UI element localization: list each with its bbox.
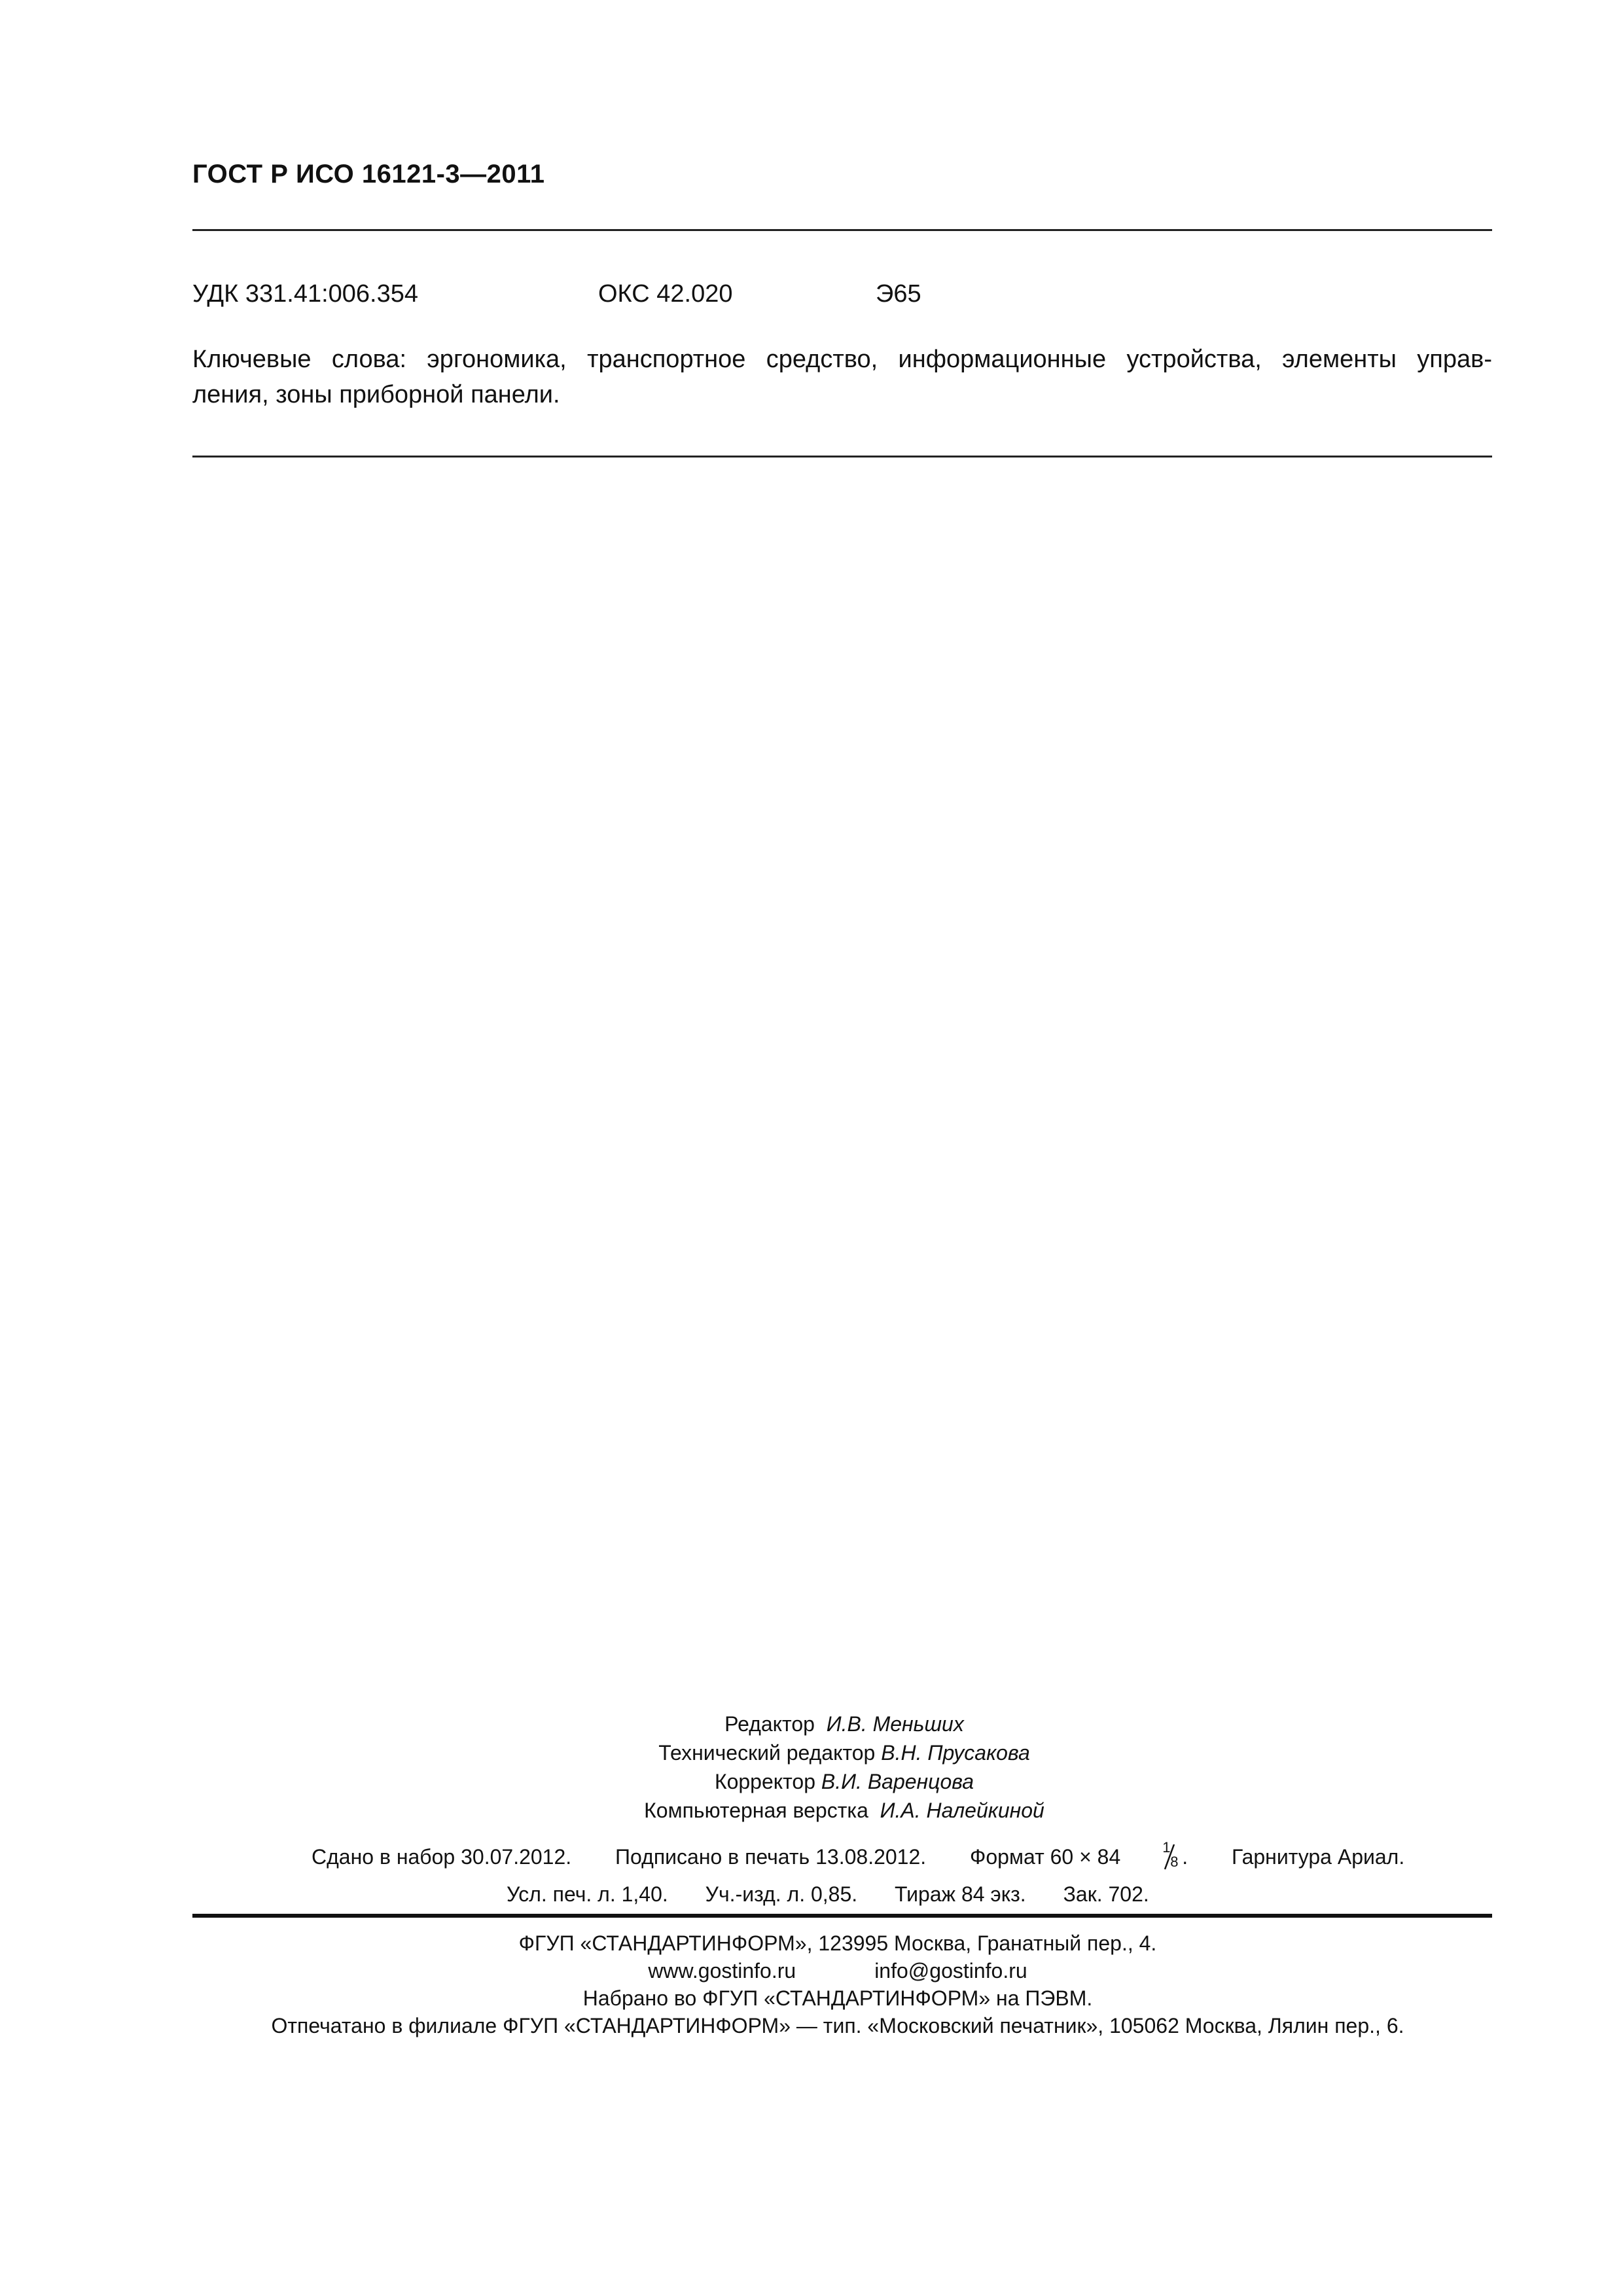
typeset-note: Набрано во ФГУП «СТАНДАРТИНФОРМ» на ПЭВМ. [582,1986,1093,2010]
keywords-line-1: Ключевые слова: эргономика, транспортное средство, информационные устройства, элементы управ- [192,346,1492,373]
signed-date-text: Подписано в печать 13.08.2012. [615,1845,927,1869]
typeface: Гарнитура Ариал. [1232,1845,1405,1869]
publication-line-1 [312,1839,1405,1870]
classification-code: Э65 [876,280,921,308]
oks-code: ОКС 42.020 [598,280,733,308]
header-divider [192,229,1492,231]
format-fraction-numerator: 1 [1162,1839,1171,1856]
keywords-paragraph [192,342,1492,412]
corrector-label: Корректор [714,1770,816,1793]
udk-code: УДК 331.41:006.354 [192,280,419,308]
editor-name: И.В. Меньших [826,1712,964,1736]
corrector-row [609,1767,1080,1796]
publication-line-2 [507,1882,1149,1907]
website-link[interactable]: www.gostinfo.ru [648,1959,796,1982]
email-link[interactable]: info@gostinfo.ru [874,1959,1027,1982]
tech-editor-row [609,1738,1080,1767]
layout-row [609,1796,1080,1825]
printer-address: ФГУП «СТАНДАРТИНФОРМ», 123995 Москва, Гранатный пер., 4. [518,1931,1157,1955]
format-label: Формат 60 × 84 [970,1845,1121,1869]
format-info: Формат 60 × 84 1 8 . [970,1839,1188,1870]
tech-editor-label: Технический редактор [658,1741,876,1765]
format-fraction-denominator: 8 [1170,1854,1179,1870]
signed-date [615,1845,926,1869]
printed-note: Отпечатано в филиале ФГУП «СТАНДАРТИНФОРМ» — тип. «Московский печатник», 105062 Москва, Лялин пер., 6. [271,2014,1404,2037]
order-number: Зак. 702. [1063,1882,1149,1906]
submitted-date: Сдано в набор 30.07.2012. [312,1845,572,1869]
print-sheets: Усл. печ. л. 1,40. [507,1882,668,1906]
document-number: ГОСТ Р ИСО 16121-3—2011 [192,160,545,188]
printer-block [249,1929,1427,2039]
credits-block [609,1710,1080,1825]
circulation: Тираж 84 экз. [895,1882,1026,1906]
layout-name: И.А. Налейкиной [880,1799,1044,1822]
publishing-sheets: Уч.-изд. л. 0,85. [705,1882,858,1906]
layout-label: Компьютерная верстка [644,1799,868,1822]
printer-contacts [249,1957,1427,1984]
keywords-line-2: ления, зоны приборной панели. [192,381,560,408]
keywords-divider [192,456,1492,457]
corrector-name: В.И. Варенцова [821,1770,974,1793]
format-fraction [1158,1839,1182,1870]
editor-row [609,1710,1080,1738]
tech-editor-name: В.Н. Прусакова [881,1741,1030,1765]
footer-divider [192,1914,1492,1918]
editor-label: Редактор [724,1712,815,1736]
